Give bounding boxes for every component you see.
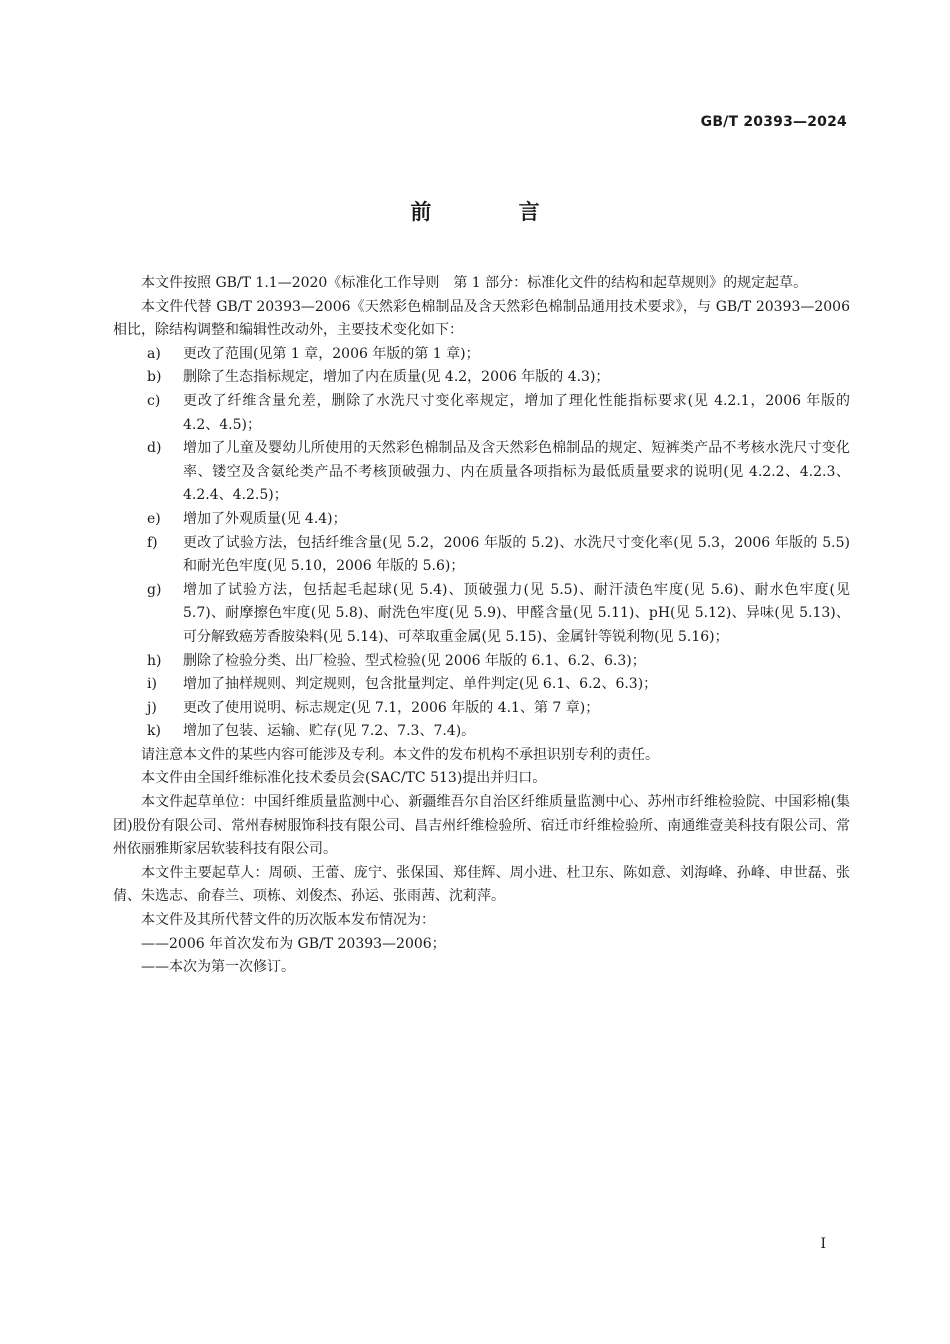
patent-notice: 请注意本文件的某些内容可能涉及专利。本文件的发布机构不承担识别专利的责任。 [141, 746, 659, 763]
list-item [113, 366, 850, 390]
list-item [113, 650, 850, 674]
list-item-label: d) [147, 440, 162, 457]
list-item-label: k) [147, 723, 161, 740]
proposer-paragraph: 本文件由全国纤维标准化技术委员会(SAC/TC 513)提出并归口。 [141, 770, 547, 787]
intro-paragraph-1: 本文件按照 GB/T 1.1—2020《标准化工作导则 第 1 部分：标准化文件的结构和起草规则》的规定起草。 [141, 275, 808, 291]
list-item-text: 增加了儿童及婴幼儿所使用的天然彩色棉制品及含天然彩色棉制品的规定、短裤类产品不考核水洗尺寸变化率、镂空及含氨纶类产品不考核顶破强力、内在质量各项指标为最低质量要求的说明(见 4.2.2、4.2.3、4.2.4、4.2.5)； [183, 440, 850, 504]
list-item-text: 更改了范围(见第 1 章，2006 年版的第 1 章)； [183, 345, 480, 362]
page-number: I [820, 1236, 826, 1252]
list-item-text: 更改了试验方法，包括纤维含量(见 5.2，2006 年版的 5.2)、水洗尺寸变化率(见 5.3，2006 年版的 5.5)和耐光色牢度(见 5.10，2006 年版的 5.6)； [183, 534, 850, 575]
list-item-label: a) [147, 345, 161, 362]
list-item-text: 增加了试验方法，包括起毛起球(见 5.4)、顶破强力(见 5.5)、耐汗渍色牢度(见 5.6)、耐水色牢度(见 5.7)、耐摩擦色牢度(见 5.8)、耐洗色牢度(见 5.9)、甲醛含量(见 5.11)、pH(见 5.12)、异味(见 5.13)、可分解致癌芳香胺染料(见 5.14)、可萃取重金属(见 5.15)、金属针等锐利物(见 5.16)； [183, 581, 850, 645]
drafters-paragraph: 本文件主要起草人：周硕、王蕾、庞宁、张保国、郑佳辉、周小进、杜卫东、陈如意、刘海峰、孙峰、申世磊、张倩、朱选志、俞春兰、项栋、刘俊杰、孙运、张雨茜、沈莉萍。 [113, 864, 850, 905]
standard-code: GB/T 20393—2024 [700, 114, 847, 130]
list-item-text: 增加了抽样规则、判定规则，包含批量判定、单件判定(见 6.1、6.2、6.3)； [183, 676, 658, 693]
list-item-text: 更改了纤维含量允差，删除了水洗尺寸变化率规定，增加了理化性能指标要求(见 4.2.1，2006 年版的 4.2、4.5)； [183, 392, 850, 433]
history-entry: ——2006 年首次发布为 GB/T 20393—2006； [141, 935, 446, 952]
list-item-text: 更改了使用说明、标志规定(见 7.1，2006 年版的 4.1、第 7 章)； [183, 699, 600, 716]
list-item [113, 508, 850, 532]
list-item-label: c) [147, 392, 161, 409]
list-item-text: 删除了生态指标规定，增加了内在质量(见 4.2，2006 年版的 4.3)； [183, 369, 610, 386]
list-item-label: j) [147, 699, 157, 716]
list-item [113, 579, 850, 650]
list-item-label: i) [147, 676, 157, 693]
document-body [113, 272, 850, 980]
history-entry: ——本次为第一次修订。 [141, 959, 295, 976]
list-item-label: b) [147, 369, 162, 386]
list-item-label: h) [147, 652, 162, 669]
list-item-label: g) [147, 581, 162, 598]
list-item-text: 增加了包装、运输、贮存(见 7.2、7.3、7.4)。 [183, 723, 476, 740]
list-item-label: f) [147, 534, 158, 551]
list-item-text: 删除了检验分类、出厂检验、型式检验(见 2006 年版的 6.1、6.2、6.3)； [183, 652, 646, 669]
list-item [113, 673, 850, 697]
list-item [113, 390, 850, 437]
page-title: 前 言 [410, 200, 580, 224]
drafting-units-paragraph: 本文件起草单位：中国纤维质量监测中心、新疆维吾尔自治区纤维质量监测中心、苏州市纤维检验院、中国彩棉(集团)股份有限公司、常州春树服饰科技有限公司、昌吉州纤维检验所、宿迁市纤维检验所、南通维壹美科技有限公司、常州依丽雅斯家居软装科技有限公司。 [113, 794, 850, 858]
list-item [113, 437, 850, 508]
list-item [113, 720, 850, 744]
list-item [113, 532, 850, 579]
history-intro-paragraph: 本文件及其所代替文件的历次版本发布情况为： [141, 912, 435, 929]
list-item-text: 增加了外观质量(见 4.4)； [183, 510, 347, 527]
intro-paragraph-2: 本文件代替 GB/T 20393—2006《天然彩色棉制品及含天然彩色棉制品通用技术要求》，与 GB/T 20393—2006 相比，除结构调整和编辑性改动外，主要技术变化如下： [113, 298, 850, 339]
list-item [113, 697, 850, 721]
list-item-label: e) [147, 510, 161, 527]
list-item [113, 343, 850, 367]
